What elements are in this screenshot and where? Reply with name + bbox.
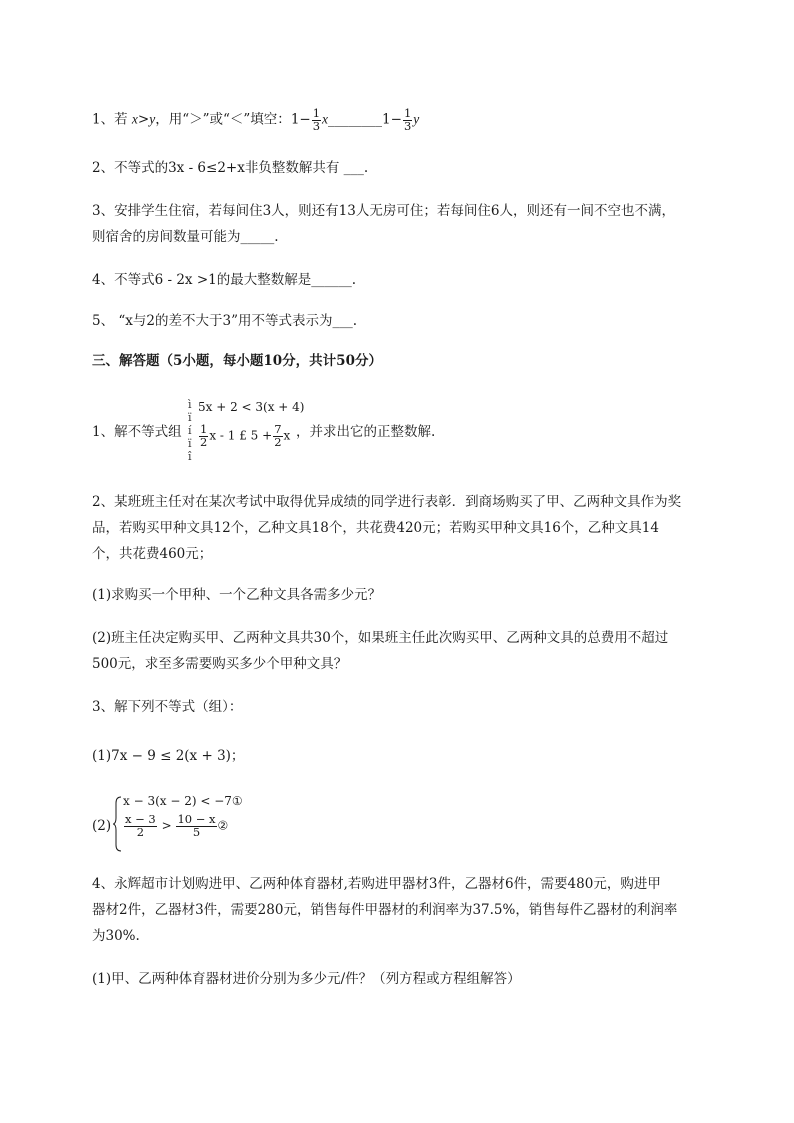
fill-q5: 5、 “x与2的差不大于3”用不等式表示为___. [92, 313, 358, 329]
solve-q2-part2-line2: 500元，求至多需要购买多少个甲种文具？ [92, 656, 348, 672]
system-row-1: x − 3(x − 2) < −7① [123, 794, 243, 808]
solve-q2-line1: 2、某班班主任对在某次考试中取得优异成绩的同学进行表彰．到商场购买了甲、乙两种文具作为奖 [92, 494, 682, 510]
section-heading: 三、解答题（5小题，每小题10分，共计50分） [92, 353, 382, 369]
fill-q1: 1、若 x>y，用“＞”或“＜”填空：1− $\frac{1}{3}$ x________1− $\frac{1}{3}$ y [92, 106, 420, 133]
solve-q2-part2-line1: (2)班主任决定购买甲、乙两种文具共30个，如果班主任此次购买甲、乙两种文具的总费用不超过 [92, 630, 669, 646]
solve-q3-part2-label: (2) [92, 818, 112, 834]
fill-q3-line1: 3、安排学生住宿，若每间住3人，则还有13人无房可住；若每间住6人，则还有一间不空也不满， [92, 203, 675, 219]
solve-q2-part1: (1)求购买一个甲种、一个乙种文具各需多少元？ [92, 587, 382, 603]
solve-q2-line3: 个，共花费460元； [92, 546, 213, 562]
solve-q4-line3: 为30%. [92, 928, 140, 944]
answer-blank: ________ [328, 111, 383, 128]
solve-q4-line1: 4、永辉超市计划购进甲、乙两种体育器材,若购进甲器材3件，乙器材6件，需要480元，购进甲 [92, 876, 661, 892]
solve-q3: 3、解下列不等式（组）： [92, 699, 243, 715]
system-row-1: 5x + 2 < 3(x + 4) [198, 400, 305, 414]
fraction: $\frac{1}{3}$ [403, 106, 412, 133]
system-row-2: $\frac{1}{2}$ x - 1 £ 5 + $\frac{7}{2}$ x [200, 422, 291, 449]
solve-q1-prefix: 1、解不等式组 [92, 424, 182, 440]
solve-q4-part1: (1)甲、乙两种体育器材进价分别为多少元/件？（列方程或方程组解答） [92, 971, 521, 987]
solve-q3-part1: (1)7x − 9 ≤ 2(x + 3)； [92, 748, 245, 764]
system-row-2: $\frac{x - 3}{2}$ > $\frac{10 - x}{5}$ ② [125, 812, 229, 839]
left-brace-icon [113, 796, 123, 852]
solve-q4-line2: 器材2件，乙器材3件，需要280元，销售每件甲器材的利润率为37.5%，销售每件乙器材的利润率 [92, 902, 678, 918]
system-brace: ì ï í ï î [188, 398, 192, 463]
solve-q1-suffix: ，并求出它的正整数解. [296, 424, 436, 440]
fill-q3-line2: 则宿舍的房间数量可能为_____. [92, 229, 279, 245]
fraction: $\frac{1}{3}$ [312, 106, 321, 133]
q1-number: 1、 [92, 111, 115, 128]
fill-q2: 2、不等式的3x - 6≤2+x非负整数解共有 ___. [92, 160, 369, 176]
solve-q2-line2: 品，若购买甲种文具12个，乙种文具18个，共花费420元；若购买甲种文具16个，乙种文具14 [92, 520, 659, 536]
fill-q4: 4、不等式6 - 2x >1的最大整数解是______. [92, 272, 357, 288]
